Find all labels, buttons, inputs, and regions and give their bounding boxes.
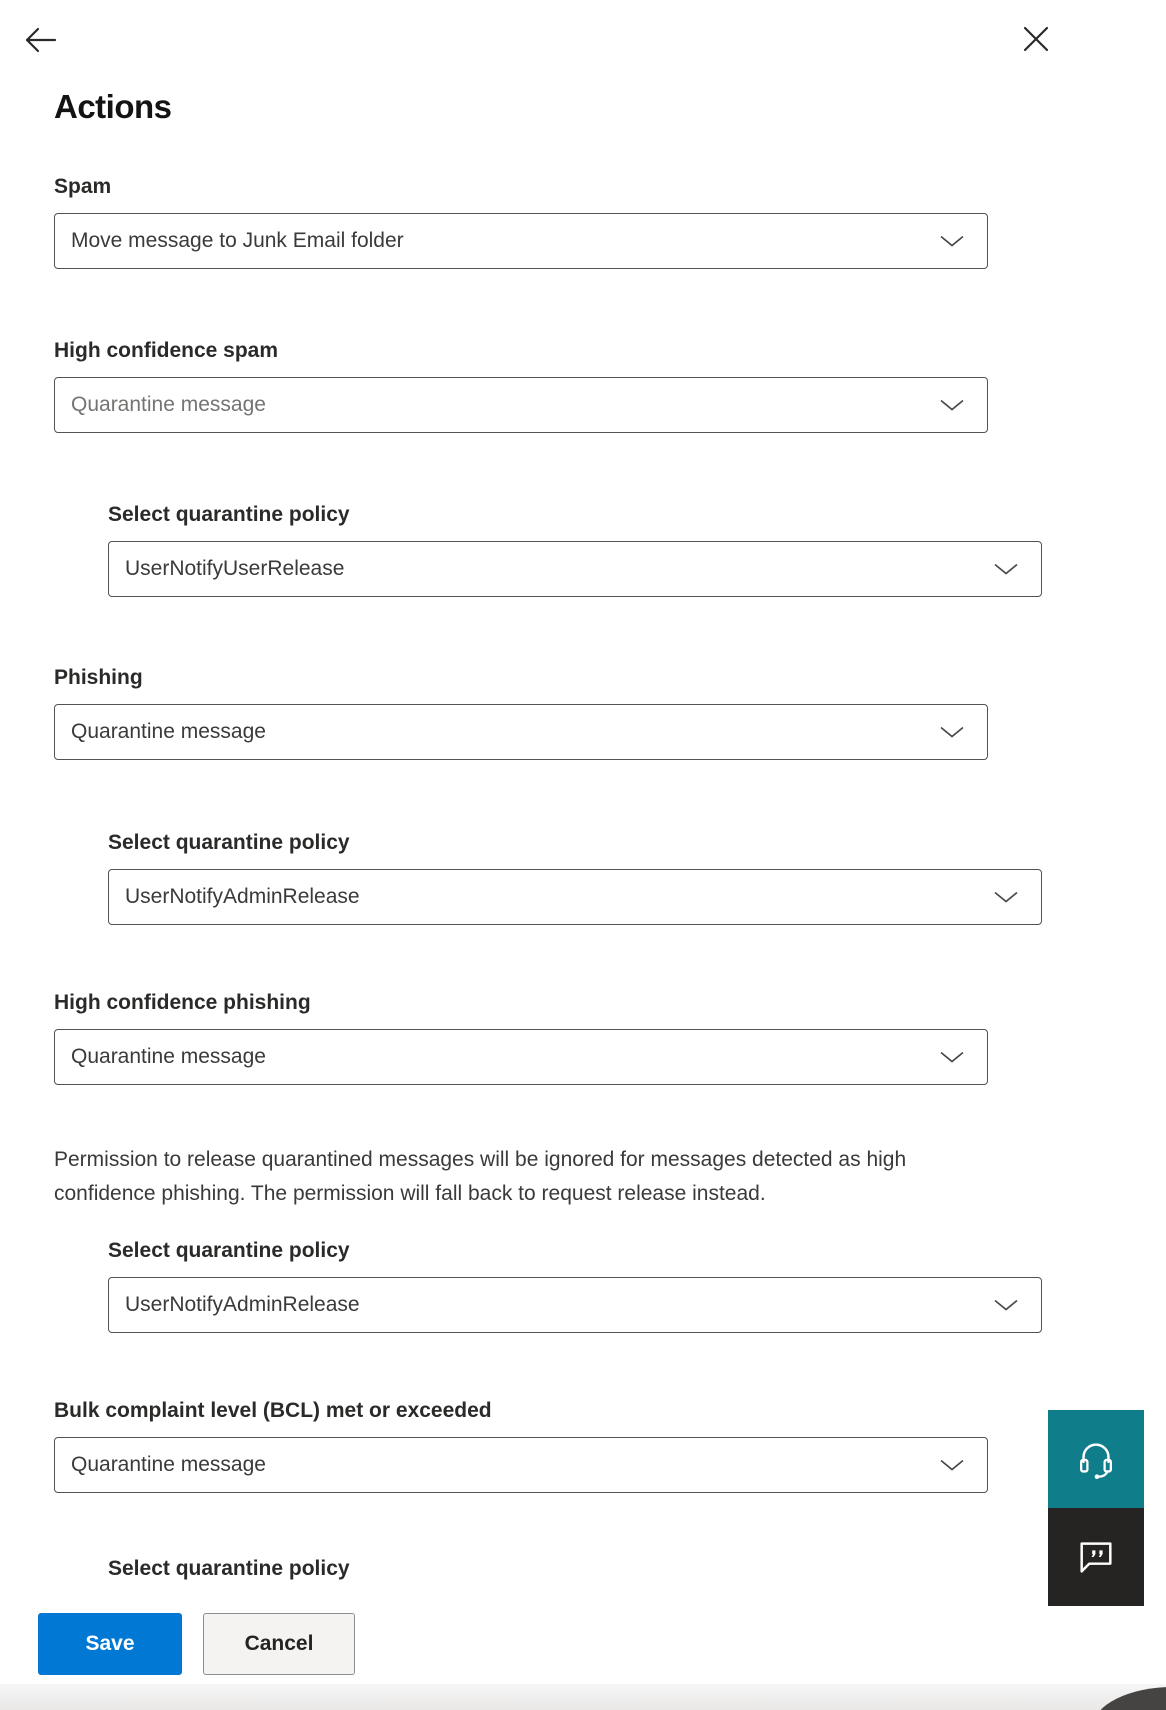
hcp-quarantine-policy-label: Select quarantine policy (108, 1239, 350, 1262)
close-icon (1021, 24, 1051, 54)
phishing-quarantine-policy-label: Select quarantine policy (108, 831, 350, 854)
back-button[interactable] (22, 22, 58, 58)
field-group-bcl-quarantine-policy (108, 1556, 350, 1582)
field-group-spam (54, 174, 988, 269)
hcp-quarantine-policy-dropdown-value: UserNotifyAdminRelease (125, 1293, 360, 1316)
high-confidence-phishing-dropdown[interactable] (54, 1029, 988, 1085)
field-group-phishing (54, 665, 988, 760)
phishing-label: Phishing (54, 666, 143, 689)
page-title: Actions (54, 88, 172, 125)
feedback-button[interactable] (1048, 1508, 1144, 1606)
high-confidence-spam-dropdown-value: Quarantine message (71, 393, 266, 416)
bcl-quarantine-policy-label: Select quarantine policy (108, 1557, 350, 1580)
chevron-down-icon (993, 891, 1019, 904)
field-group-phishing-quarantine-policy (108, 830, 1042, 925)
field-group-high-confidence-spam (54, 338, 988, 433)
page-bottom-strip (0, 1684, 1166, 1710)
chevron-down-icon (939, 235, 965, 248)
bcl-dropdown-value: Quarantine message (71, 1453, 266, 1476)
save-button[interactable]: Save (38, 1613, 182, 1675)
chevron-down-icon (993, 563, 1019, 576)
hcp-quarantine-policy-dropdown[interactable] (108, 1277, 1042, 1333)
spam-dropdown-value: Move message to Junk Email folder (71, 229, 404, 252)
high-confidence-phishing-label: High confidence phishing (54, 991, 311, 1014)
footer-bar (0, 1580, 1166, 1684)
phishing-dropdown-value: Quarantine message (71, 720, 266, 743)
chevron-down-icon (939, 1459, 965, 1472)
phishing-quarantine-policy-dropdown-value: UserNotifyAdminRelease (125, 885, 360, 908)
phishing-dropdown[interactable] (54, 704, 988, 760)
field-group-hcs-quarantine-policy (108, 502, 1042, 597)
field-group-high-confidence-phishing (54, 990, 988, 1085)
high-confidence-spam-dropdown[interactable] (54, 377, 988, 433)
chevron-down-icon (939, 1051, 965, 1064)
headset-icon (1073, 1436, 1119, 1482)
bcl-label: Bulk complaint level (BCL) met or exceeded (54, 1399, 492, 1422)
high-confidence-phishing-note: Permission to release quarantined messages will be ignored for messages detected as high confidence phishing. The permission will fall back to request release instead. (54, 1148, 907, 1205)
close-button[interactable] (1018, 21, 1054, 57)
high-confidence-phishing-dropdown-value: Quarantine message (71, 1045, 266, 1068)
hcs-quarantine-policy-label: Select quarantine policy (108, 503, 350, 526)
hcs-quarantine-policy-dropdown-value: UserNotifyUserRelease (125, 557, 345, 580)
hcs-quarantine-policy-dropdown[interactable] (108, 541, 1042, 597)
field-group-hcp-quarantine-policy (108, 1238, 1042, 1333)
arrow-left-icon (23, 25, 57, 55)
high-confidence-spam-label: High confidence spam (54, 339, 279, 362)
spam-dropdown[interactable] (54, 213, 988, 269)
chevron-down-icon (939, 399, 965, 412)
phishing-quarantine-policy-dropdown[interactable] (108, 869, 1042, 925)
chevron-down-icon (993, 1299, 1019, 1312)
cancel-button[interactable]: Cancel (203, 1613, 355, 1675)
help-button[interactable] (1048, 1410, 1144, 1508)
chat-feedback-icon (1075, 1536, 1117, 1578)
chevron-down-icon (939, 726, 965, 739)
bcl-dropdown[interactable] (54, 1437, 988, 1493)
spam-label: Spam (54, 175, 112, 198)
field-group-bcl (54, 1398, 988, 1493)
